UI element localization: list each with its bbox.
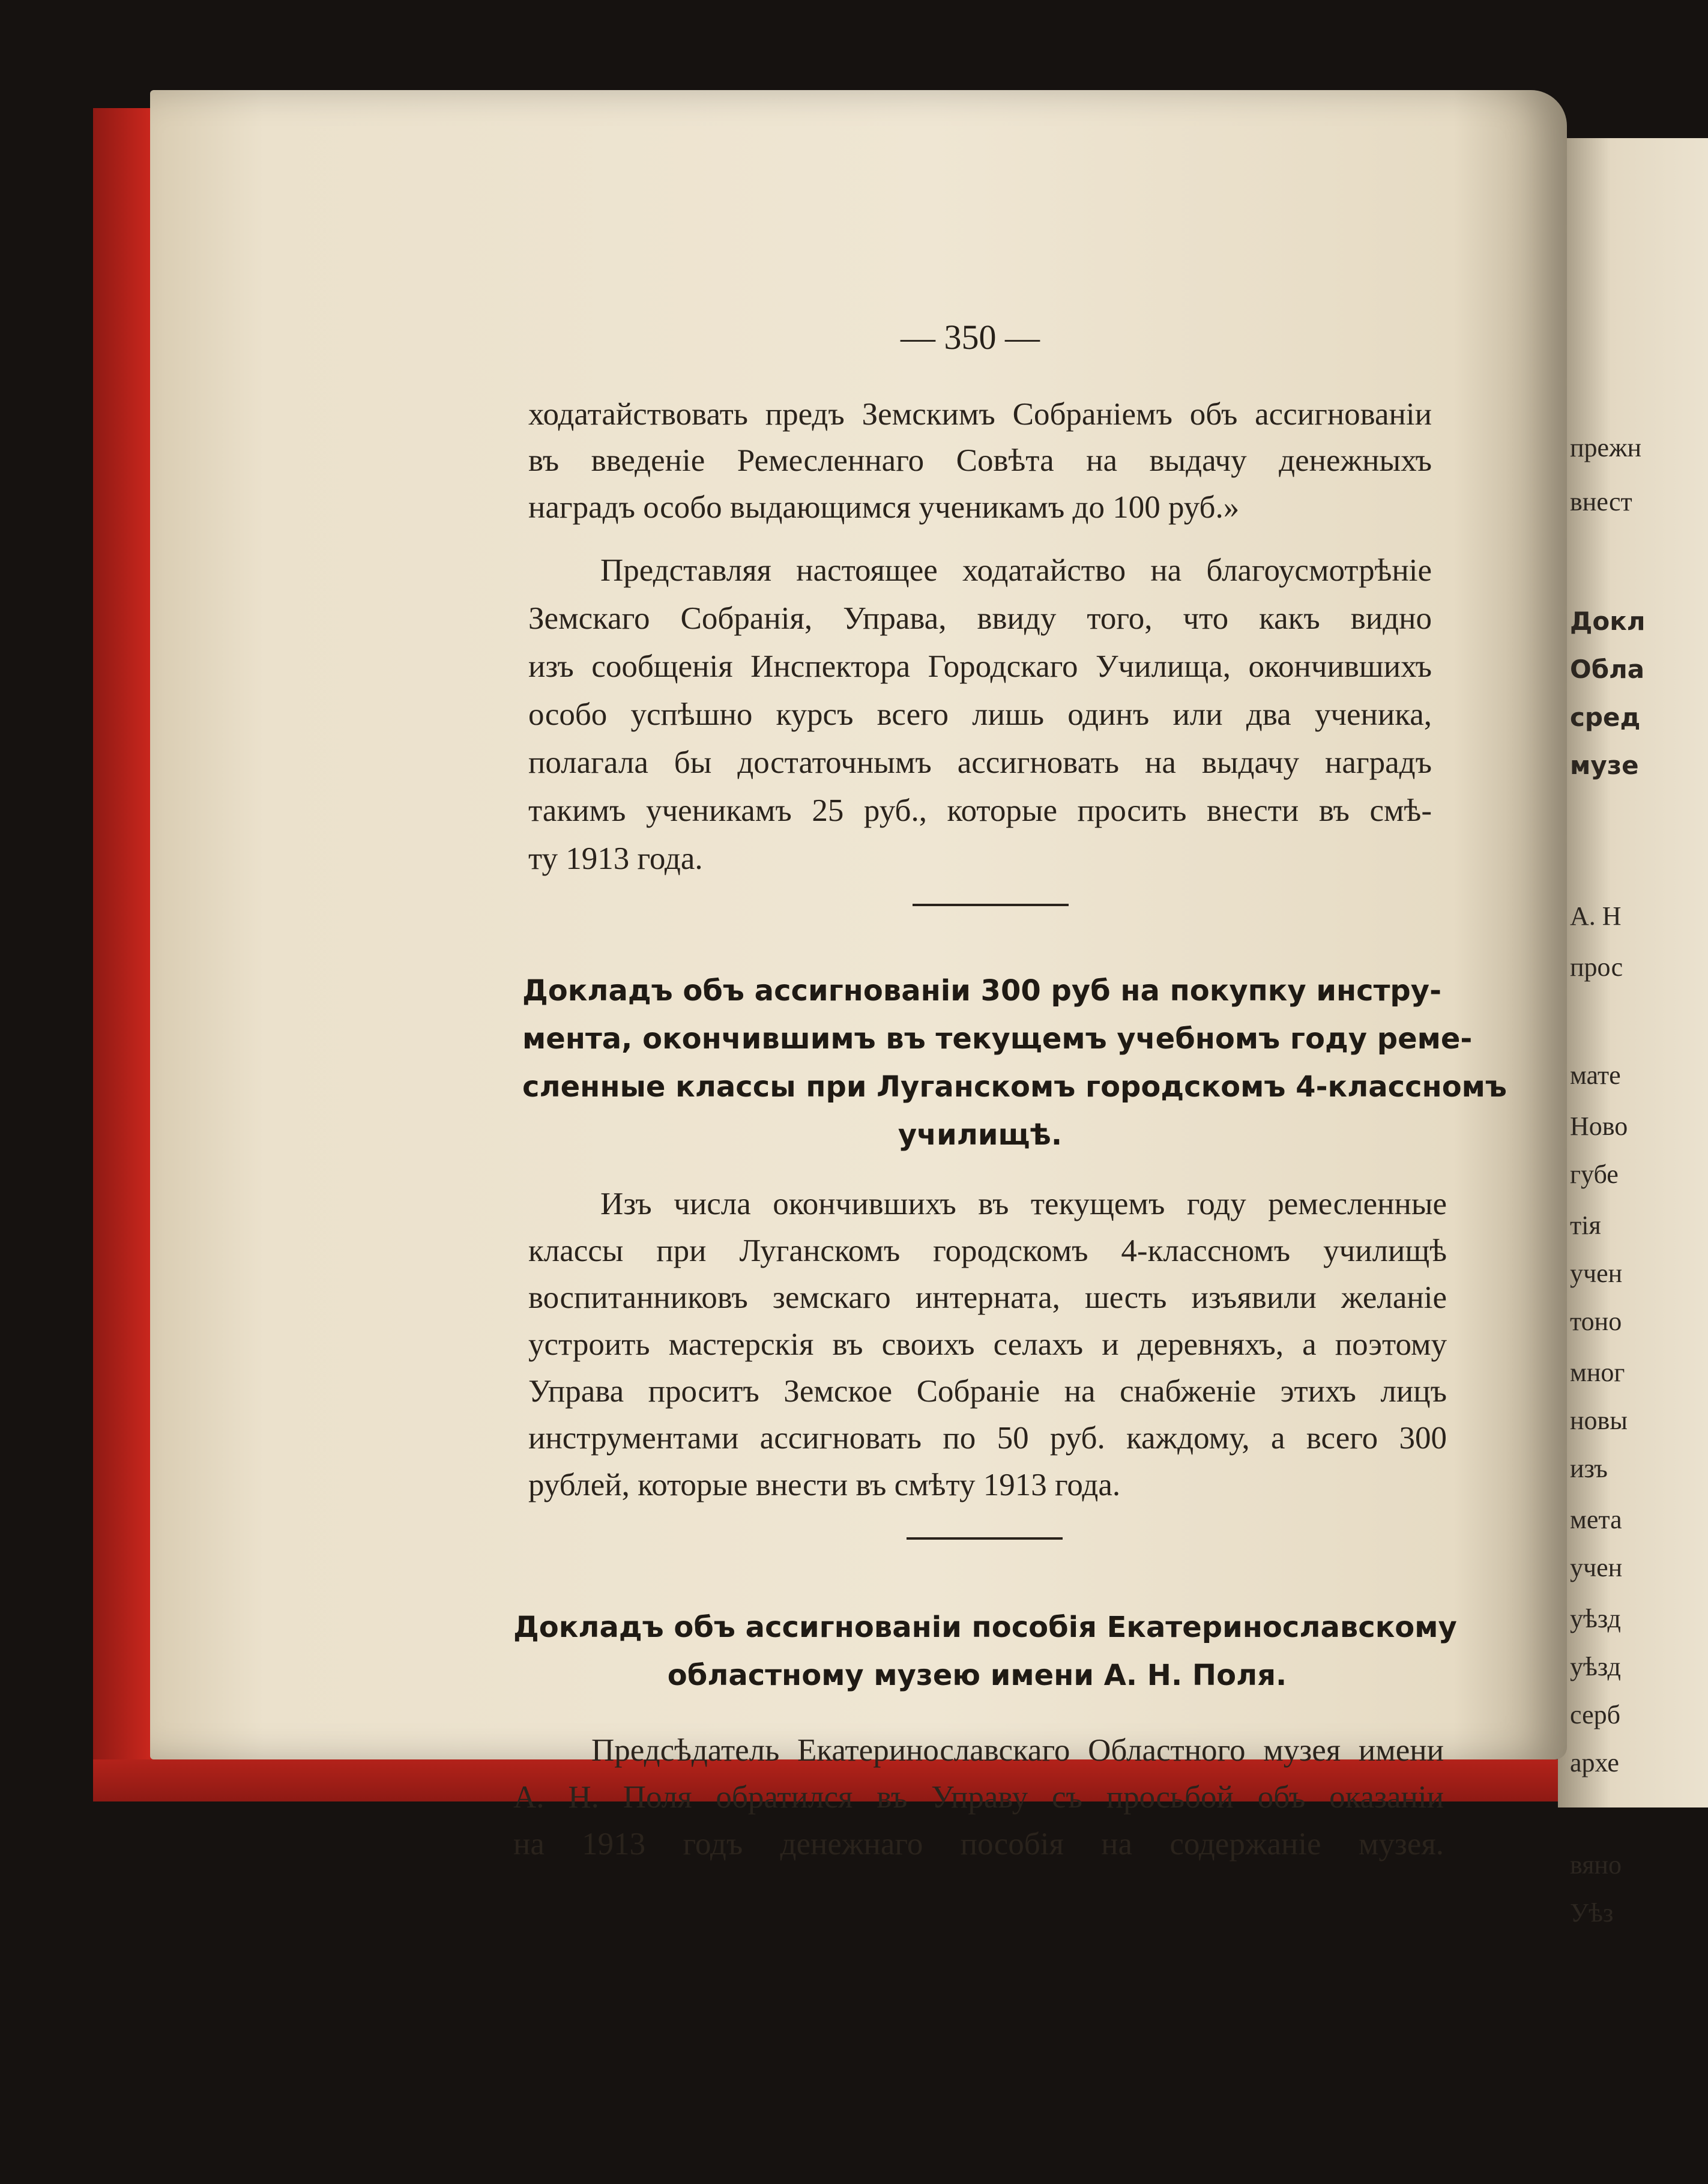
text-line: Земскаго Собранія, Управа, ввиду того, что какъ видно	[528, 601, 1432, 636]
text-line: Управа проситъ Земское Собраніе на снабженіе этихъ лицъ	[528, 1374, 1447, 1409]
text-line: Предсѣдатель Екатеринославскаго Областного музея имени	[591, 1733, 1444, 1768]
facing-page-fragment: Докл	[1570, 606, 1646, 636]
facing-page-fragment: тоно	[1570, 1307, 1622, 1336]
section-heading-line: Докладъ объ ассигнованіи 300 руб на покупку инстру-	[522, 974, 1441, 1008]
facing-page-edge	[1558, 138, 1708, 1928]
section-heading-line: Докладъ объ ассигнованіи пособія Екатеринославскому	[513, 1611, 1457, 1644]
facing-page-fragment: вяно	[1570, 1850, 1622, 1880]
text-line: Представляя настоящее ходатайство на благоусмотрѣніе	[600, 553, 1432, 588]
facing-page-fragment: мате	[1570, 1060, 1621, 1090]
facing-page-fragment: музе	[1570, 751, 1639, 780]
facing-page-fragment: мног	[1570, 1358, 1625, 1387]
text-line: на 1913 годъ денежнаго пособія на содержаніе музея.	[513, 1827, 1444, 1862]
section-heading-line: областному музею имени А. Н. Поля.	[667, 1659, 1287, 1692]
text-line: изъ сообщенія Инспектора Городскаго Училища, окончившихъ	[528, 649, 1432, 684]
text-line: инструментами ассигновать по 50 руб. каждому, а всего 300	[528, 1421, 1447, 1456]
text-line: воспитанниковъ земскаго интерната, шесть изъявили желаніе	[528, 1280, 1447, 1315]
text-line: въ введеніе Ремесленнаго Совѣта на выдачу денежныхъ	[528, 443, 1432, 478]
text-line: устроить мастерскія въ своихъ селахъ и деревняхъ, а поэтому	[528, 1327, 1447, 1362]
facing-page-fragment: Ново	[1570, 1112, 1628, 1141]
section-heading-line: сленные классы при Луганскомъ городскомъ 4-классномъ	[522, 1070, 1507, 1104]
facing-page-fragment: прос	[1570, 952, 1623, 982]
facing-page-fragment: учен	[1570, 1553, 1623, 1582]
section-divider	[907, 1537, 1063, 1540]
text-line: Изъ числа окончившихъ въ текущемъ году ремесленные	[600, 1187, 1447, 1221]
section-heading-line: училищѣ.	[898, 1118, 1063, 1152]
facing-page-fragment: уѣзд	[1570, 1652, 1621, 1681]
page-number: — 350 —	[901, 318, 1040, 357]
text-line: полагала бы достаточнымъ ассигновать на выдачу наградъ	[528, 745, 1432, 780]
facing-page-fragment: мета	[1570, 1505, 1622, 1534]
text-line: наградъ особо выдающимся ученикамъ до 100 руб.»	[528, 490, 1240, 525]
facing-page-fragment: тія	[1570, 1211, 1601, 1240]
text-line: рублей, которые внести въ смѣту 1913 года.	[528, 1468, 1121, 1502]
text-line: ту 1913 года.	[528, 841, 703, 876]
section-divider	[913, 904, 1069, 906]
book-page	[150, 90, 1567, 1759]
facing-page-fragment: Уѣз	[1570, 1898, 1614, 1928]
facing-page-fragment: Обла	[1570, 655, 1645, 684]
facing-page-fragment: архе	[1570, 1748, 1619, 1777]
section-heading-line: мента, окончившимъ въ текущемъ учебномъ году реме-	[522, 1022, 1473, 1056]
facing-page-fragment: прежн	[1570, 433, 1642, 462]
facing-page-fragment: уѣзд	[1570, 1604, 1621, 1633]
text-line: особо успѣшно курсъ всего лишь одинъ или два ученика,	[528, 697, 1432, 732]
facing-page-fragment: губе	[1570, 1160, 1619, 1189]
text-line: такимъ ученикамъ 25 руб., которые просить внести въ смѣ-	[528, 793, 1432, 828]
facing-page-fragment: изъ	[1570, 1454, 1608, 1483]
text-line: классы при Луганскомъ городскомъ 4-классномъ училищѣ	[528, 1233, 1447, 1268]
facing-page-fragment: внест	[1570, 487, 1632, 516]
facing-page-fragment: А. Н	[1570, 901, 1622, 931]
text-line: А. Н. Поля обратился въ Управу съ просьбой объ оказаніи	[513, 1780, 1444, 1815]
facing-page-fragment: серб	[1570, 1700, 1620, 1729]
facing-page-fragment: сред	[1570, 703, 1641, 732]
facing-page-fragment: новы	[1570, 1406, 1628, 1435]
text-line: ходатайствовать предъ Земскимъ Собраніемъ объ ассигнованіи	[528, 397, 1432, 432]
facing-page-fragment: учен	[1570, 1259, 1623, 1288]
